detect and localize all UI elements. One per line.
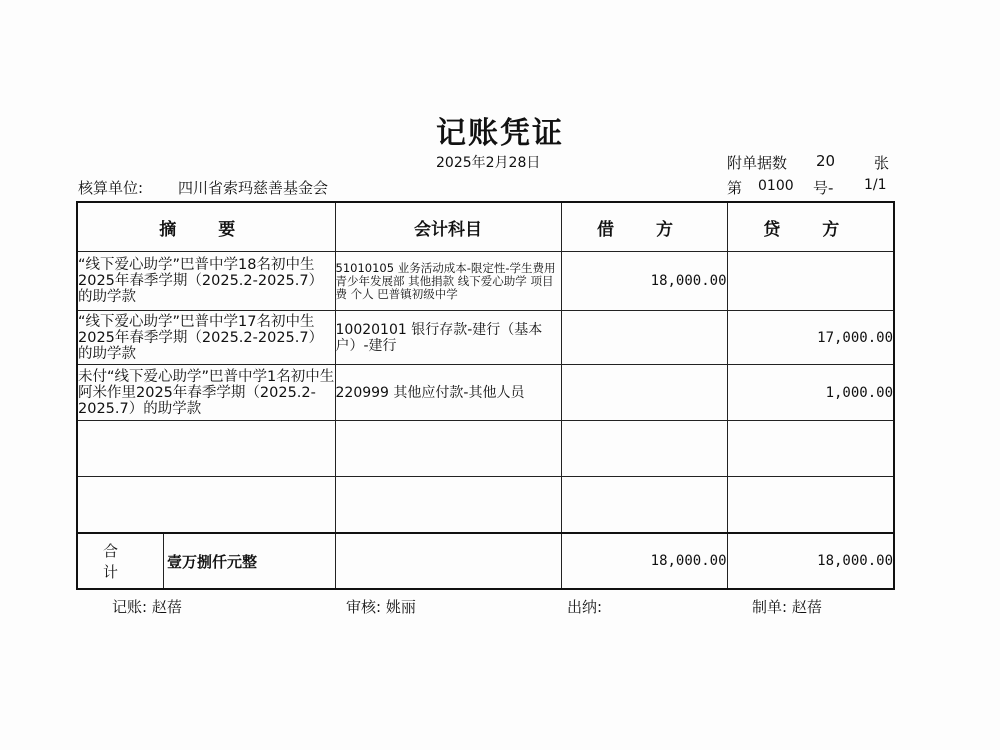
voucher-number-prefix: 第 [727,179,743,197]
row-account [335,421,561,477]
header-credit: 贷 方 [727,202,894,252]
table-row [77,365,894,421]
row-credit [727,252,894,311]
attachments-count: 20 [816,152,836,170]
voucher-date: 2025年2月28日 [436,155,541,171]
header-account: 会计科目 [335,202,561,252]
row-summary: “线下爱心助学”巴普中学17名初中生2025年春季学期（2025.2-2025.7）的助学款 [77,311,335,365]
table-row [77,421,894,477]
total-account-empty [335,533,561,589]
total-debit: 18,000.00 [561,533,727,589]
footer-auditor: 审核: 姚丽 [346,598,416,616]
footer-bookkeeper: 记账: 赵蓓 [112,598,182,616]
row-debit: 18,000.00 [561,252,727,311]
header-summary: 摘 要 [77,202,335,252]
row-debit [561,421,727,477]
table-row [77,311,894,365]
attachments-label: 附单据数 [727,154,788,172]
voucher-page: 1/1 [864,177,887,193]
attachments-unit: 张 [874,154,890,172]
footer-cashier: 出纳: [567,598,603,616]
row-summary [77,477,335,534]
header-debit: 借 方 [561,202,727,252]
voucher-table [76,201,895,590]
row-credit [727,477,894,534]
total-cell [77,533,335,589]
footer-preparer: 制单: 赵蓓 [752,598,822,616]
total-amount-in-words: 壹万捌仟元整 [167,552,258,571]
voucher-title: 记账凭证 [436,116,564,151]
row-account [335,477,561,534]
row-account: 10020101 银行存款-建行（基本户）-建行 [335,311,561,365]
row-credit: 17,000.00 [727,311,894,365]
row-summary [77,421,335,477]
row-credit: 1,000.00 [727,365,894,421]
accounting-unit-name: 四川省索玛慈善基金会 [178,179,329,197]
row-summary: “线下爱心助学”巴普中学18名初中生2025年春季学期（2025.2-2025.7）的助学款 [77,252,335,311]
voucher-number-suffix: 号- [813,179,834,197]
total-row [77,533,894,589]
row-debit [561,311,727,365]
row-debit [561,365,727,421]
table-row [77,477,894,534]
row-account: 220999 其他应付款-其他人员 [335,365,561,421]
row-summary: 未付“线下爱心助学”巴普中学1名初中生阿米作里2025年春季学期（2025.2-2025.7）的助学款 [77,365,335,421]
voucher-number: 0100 [758,178,794,194]
row-account: 51010105 业务活动成本-限定性-学生费用 青少年发展部 其他捐款 线下爱心助学 项目费 个人 巴普镇初级中学 [335,252,561,311]
total-credit: 18,000.00 [727,533,894,589]
accounting-unit-label: 核算单位: [78,179,144,197]
row-debit [561,477,727,534]
row-credit [727,421,894,477]
header-row [77,202,894,252]
table-row [77,252,894,311]
total-label: 合 计 [78,534,164,588]
